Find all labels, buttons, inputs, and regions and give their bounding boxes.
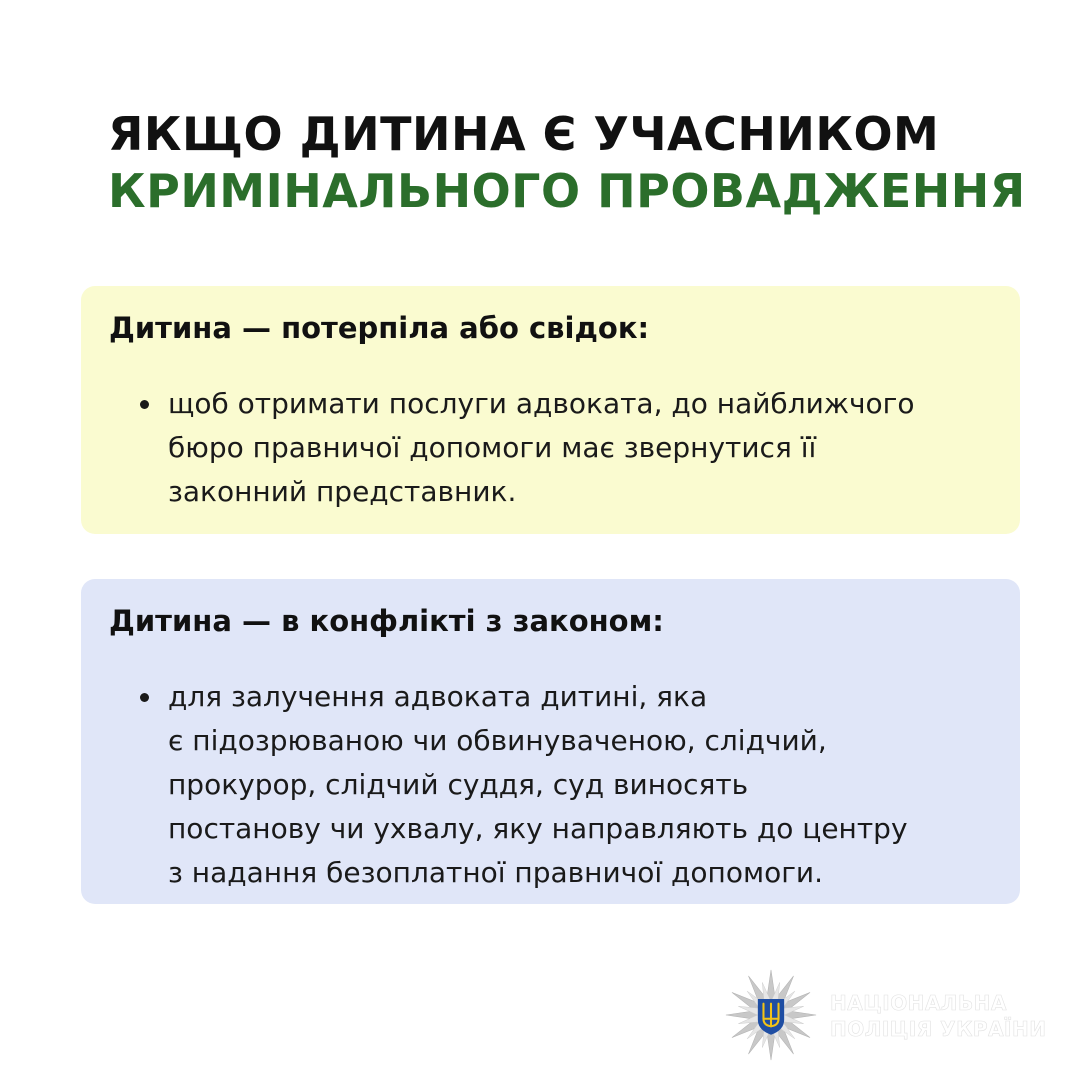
item-line: з надання безоплатної правничої допомоги.	[168, 856, 824, 889]
list-item	[109, 675, 992, 895]
title-line-1: ЯКЩО ДИТИНА Є УЧАСНИКОМ	[108, 107, 940, 161]
logo-text	[830, 990, 1046, 1042]
logo-text-line-2: ПОЛІЦІЯ УКРАЇНИ	[830, 1017, 1047, 1041]
conflict-with-law-card	[81, 579, 1020, 904]
logo-text-line-1: НАЦІОНАЛЬНА	[830, 991, 1008, 1015]
page-title	[108, 106, 1028, 220]
victim-witness-card	[81, 286, 1020, 534]
bullet-icon	[140, 693, 149, 702]
item-line: для залучення адвоката дитині, яка	[168, 680, 708, 713]
list-item	[109, 382, 992, 514]
item-line: прокурор, слідчий суддя, суд виносять	[168, 768, 749, 801]
item-line: є підозрюваною чи обвинуваченою, слідчий,	[168, 724, 827, 757]
item-line: бюро правничої допомоги має звернутися її	[168, 431, 817, 464]
national-police-logo	[724, 968, 1047, 1063]
card-list	[109, 382, 992, 514]
item-line: щоб отримати послуги адвоката, до найближчого	[168, 387, 915, 420]
card-list	[109, 675, 992, 895]
item-line: постанову чи ухвалу, яку направляють до центру	[168, 812, 908, 845]
police-star-trident-icon	[724, 968, 818, 1062]
title-line-2: КРИМІНАЛЬНОГО ПРОВАДЖЕННЯ	[108, 164, 1026, 218]
card-heading: Дитина — потерпіла або свідок:	[109, 311, 650, 345]
bullet-icon	[140, 400, 149, 409]
item-line: законний представник.	[168, 475, 517, 508]
card-heading: Дитина — в конфлікті з законом:	[109, 604, 664, 638]
